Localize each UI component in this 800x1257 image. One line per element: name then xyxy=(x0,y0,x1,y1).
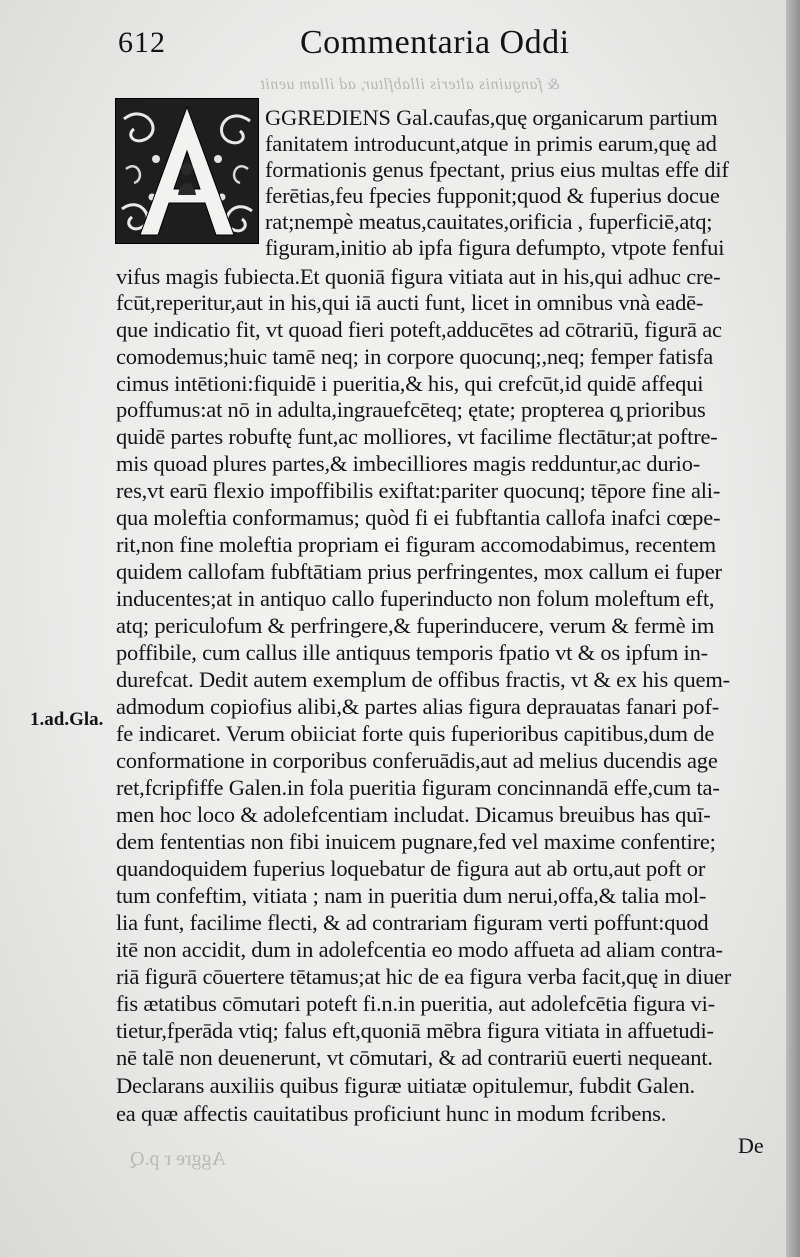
text-line: quidē partes robuftę funt,ac molliores, vt facilime flectātur;at poftre- xyxy=(116,424,718,449)
text-line: men hoc loco & adolefcentiam includat. Dicamus breuibus has quī- xyxy=(116,802,711,827)
text-line: ferētias,feu fpecies fupponit;quod & fuperius docue xyxy=(265,183,720,208)
bleed-through-text: & fanguinis alteris illabfltur, ad illam uenit xyxy=(260,76,560,93)
text-line: durefcat. Dedit autem exemplum de offibus fractis, vt & ex his quem- xyxy=(116,667,730,692)
text-line: vifus magis fubiecta.Et quoniā figura vitiata aut in his,qui adhuc cre- xyxy=(116,264,721,289)
text-line: formationis genus fpectant, prius eius multas effe dif xyxy=(265,157,729,182)
text-line: rat;nempè meatus,cauitates,orificia , fuperficiē,atq; xyxy=(265,209,713,234)
decorated-initial-letter xyxy=(115,98,259,244)
text-line: dem fententias non fibi inuicem pugnare,fed vel maxime confentire; xyxy=(116,829,716,854)
text-line: figuram,initio ab ipfa figura defumpto, vtpote fenfui xyxy=(265,235,725,260)
text-line: atq; periculofum & perfringere,& fuperinducere, verum & fermè im xyxy=(116,613,715,638)
text-line: fcūt,reperitur,aut in his,qui iā aucti funt, licet in omnibus vnà eadē- xyxy=(116,290,704,315)
text-line: admodum copiofius alibi,& partes alias figura deprauatas fanari pof- xyxy=(116,694,720,719)
text-line: GGREDIENS Gal.caufas,quę organicarum partium xyxy=(265,105,718,130)
text-line: mis quoad plures partes,& imbecilliores magis redduntur,ac durio- xyxy=(116,451,701,476)
text-line: que indicatio fit, vt quoad fieri poteft,adducētes ad cōtrariū, figurā ac xyxy=(116,317,722,342)
page-header xyxy=(0,22,800,66)
text-line: tum confeftim, vitiata ; nam in pueritia dum nerui,offa,& talia mol- xyxy=(116,883,707,908)
text-line: qua moleftia conformamus; quòd fi ei fubftantia callofa inafci cœpe- xyxy=(116,505,721,530)
text-line: poffumus:at nō in adulta,ingrauefcēteq; ętate; propterea q̧ prioribus xyxy=(116,397,706,422)
text-line: fanitatem introducunt,atque in primis earum,quę ad xyxy=(265,131,717,156)
text-line: poffibile, cum callus ille antiquus temporis fpatio vt & os ipfum in- xyxy=(116,640,708,665)
margin-note: 1.ad.Gla. xyxy=(30,709,104,730)
text-line: ret,fcripfiffe Galen.in fola pueritia figuram concinnandā effe,cum ta- xyxy=(116,775,720,800)
text-line: Declarans auxiliis quibus figuræ uitiatæ opitulemur, fubdit Galen. xyxy=(116,1073,695,1098)
running-title: Commentaria Oddi xyxy=(300,24,570,61)
text-line: inducentes;at in antiquo callo fuperinducto non folum moleftum eft, xyxy=(116,586,715,611)
text-line: tietur,fperāda vtiq; falus eft,quoniā mēbra figura vitiata in affuetudi- xyxy=(116,1018,714,1043)
text-line: rit,non fine moleftia propriam ei figuram accomodabimus, recentem xyxy=(116,532,716,557)
text-line: lia funt, facilime flecti, & ad contrariam figuram verti poffunt:quod xyxy=(116,910,709,935)
text-line: ea quæ affectis cauitatibus proficiunt hunc in modum fcribens. xyxy=(116,1101,667,1126)
text-line: quidem callofam fubftātiam prius perfringentes, mox callum ei fuper xyxy=(116,559,722,584)
text-line: quandoquidem fuperius loquebatur de figura aut ab ortu,aut poft or xyxy=(116,856,706,881)
text-line: cimus intētioni:fiquidē i pueritia,& his, qui crefcūt,id quidē affequi xyxy=(116,371,704,396)
bleed-through-footer: Aggre r p.Q xyxy=(130,1148,227,1170)
ornament-icon xyxy=(116,99,258,243)
page-number: 612 xyxy=(118,26,166,59)
text-line: itē non accidit, dum in adolefcentia eo modo affueta ad aliam contra- xyxy=(116,937,723,962)
text-line: riā figurā cōuertere tētamus;at hic de ea figura verba facit,quę in diuer xyxy=(116,964,732,989)
text-line: res,vt earū flexio impoffibilis exiftat:pariter quocunq; tēpore fine ali- xyxy=(116,478,721,503)
text-line: fe indicaret. Verum obiiciat forte quis fuperioribus capitibus,dum de xyxy=(116,721,715,746)
catchword: De xyxy=(738,1133,764,1158)
text-line: fis ætatibus cōmutari poteft fi.n.in pueritia, aut adolefcētia figura vi- xyxy=(116,991,715,1016)
text-line: conformatione in corporibus conferuādis,aut ad melius ducendis age xyxy=(116,748,718,773)
text-line: comodemus;huic tamē neq; in corpore quocunq;,neq; femper fatisfa xyxy=(116,344,713,369)
page-edge-shadow xyxy=(786,0,800,1257)
text-line: nē talē non deuenerunt, vt cōmutari, & ad contrariū euerti nequeant. xyxy=(116,1045,713,1070)
